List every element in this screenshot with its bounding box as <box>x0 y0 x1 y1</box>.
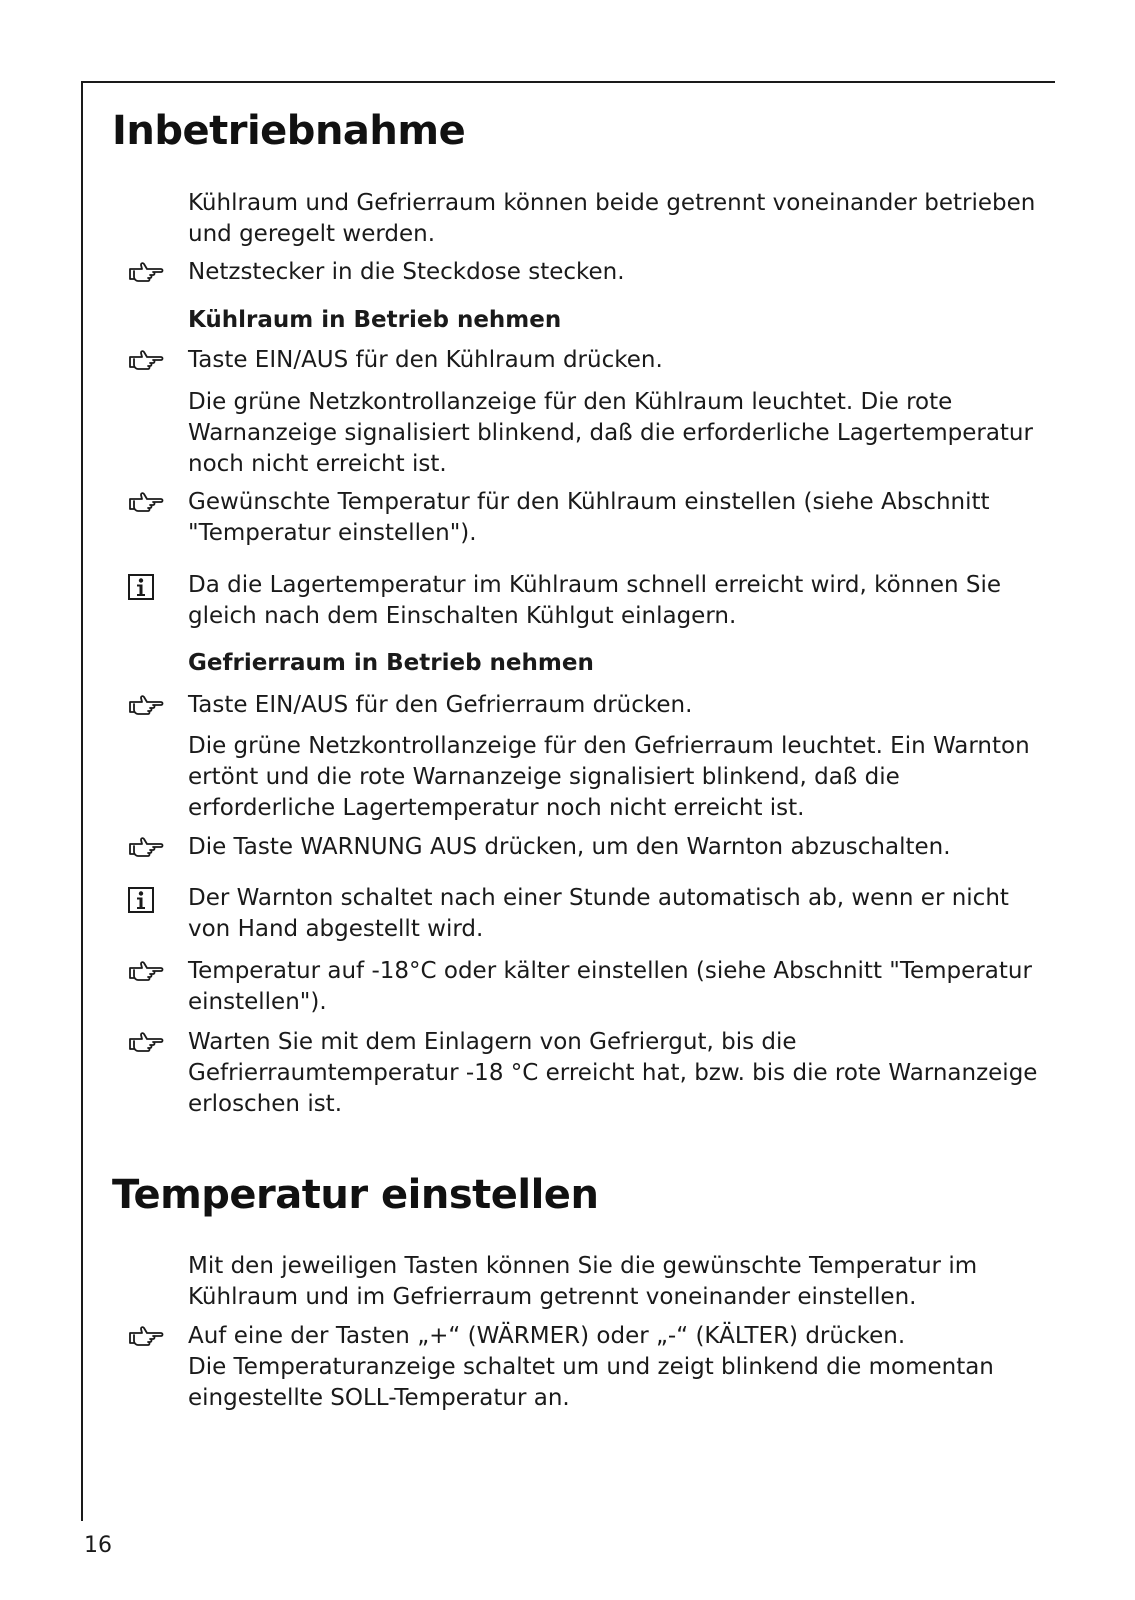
gefrierraum-result-text: Die grüne Netzkontrollanzeige für den Gefrierraum leuchtet. Ein Warnton ertönt und die rote Warnanzeige signalisiert blinkend, daß die erforderliche Lagertemperatur noch nicht erreicht ist. <box>188 733 1030 821</box>
section-heading-inbetriebnahme: Inbetriebnahme <box>112 108 466 154</box>
pointing-hand-icon <box>128 1325 164 1347</box>
section-heading-temperatur-einstellen: Temperatur einstellen <box>112 1172 599 1218</box>
intro-paragraph: Kühlraum und Gefrierraum können beide getrennt voneinander betrieben und geregelt werden. <box>188 190 1036 247</box>
pointing-hand-icon <box>128 349 164 371</box>
pointing-hand-icon <box>128 261 164 283</box>
subheading-kuehlraum: Kühlraum in Betrieb nehmen <box>188 307 562 333</box>
step-press-temperature-key: Auf eine der Tasten „+“ (WÄRMER) oder „-“ (KÄLTER) drücken. <box>188 1323 906 1349</box>
kuehlraum-info-note: Da die Lagertemperatur im Kühlraum schnell erreicht wird, können Sie gleich nach dem Einschalten Kühlgut einlagern. <box>188 572 1001 629</box>
step-kuehlraum-temperature: Gewünschte Temperatur für den Kühlraum einstellen (siehe Abschnitt "Temperatur einstellen"). <box>188 489 990 546</box>
kuehlraum-result-text: Die grüne Netzkontrollanzeige für den Kühlraum leuchtet. Die rote Warnanzeige signalisiert blinkend, daß die erforderliche Lagertemperatur noch nicht erreicht ist. <box>188 389 1033 477</box>
step-kuehlraum-power: Taste EIN/AUS für den Kühlraum drücken. <box>188 347 663 373</box>
step-plug-in: Netzstecker in die Steckdose stecken. <box>188 259 625 285</box>
step-gefrierraum-power: Taste EIN/AUS für den Gefrierraum drücken. <box>188 692 693 718</box>
pointing-hand-icon <box>128 1031 164 1053</box>
pointing-hand-icon <box>128 836 164 858</box>
step-warning-off: Die Taste WARNUNG AUS drücken, um den Warnton abzuschalten. <box>188 834 951 860</box>
step-wait-freezing: Warten Sie mit dem Einlagern von Gefriergut, bis die Gefrierraumtemperatur -18 °C erreicht hat, bzw. bis die rote Warnanzeige erloschen ist. <box>188 1029 1038 1117</box>
info-icon <box>128 574 154 600</box>
gefrierraum-info-note: Der Warnton schaltet nach einer Stunde automatisch ab, wenn er nicht von Hand abgestellt wird. <box>188 885 1009 942</box>
page-number: 16 <box>84 1533 112 1558</box>
pointing-hand-icon <box>128 694 164 716</box>
temperature-display-result: Die Temperaturanzeige schaltet um und zeigt blinkend die momentan eingestellte SOLL-Temperatur an. <box>188 1354 994 1411</box>
subheading-gefrierraum: Gefrierraum in Betrieb nehmen <box>188 650 594 676</box>
frame-top-rule <box>81 81 1055 83</box>
temperature-intro-paragraph: Mit den jeweiligen Tasten können Sie die gewünschte Temperatur im Kühlraum und im Gefrierraum getrennt voneinander einstellen. <box>188 1253 978 1310</box>
pointing-hand-icon <box>128 491 164 513</box>
info-icon <box>128 887 154 913</box>
frame-left-rule <box>81 81 83 1521</box>
pointing-hand-icon <box>128 960 164 982</box>
step-gefrierraum-temperature: Temperatur auf -18°C oder kälter einstellen (siehe Abschnitt "Temperatur einstellen"). <box>188 958 1032 1015</box>
